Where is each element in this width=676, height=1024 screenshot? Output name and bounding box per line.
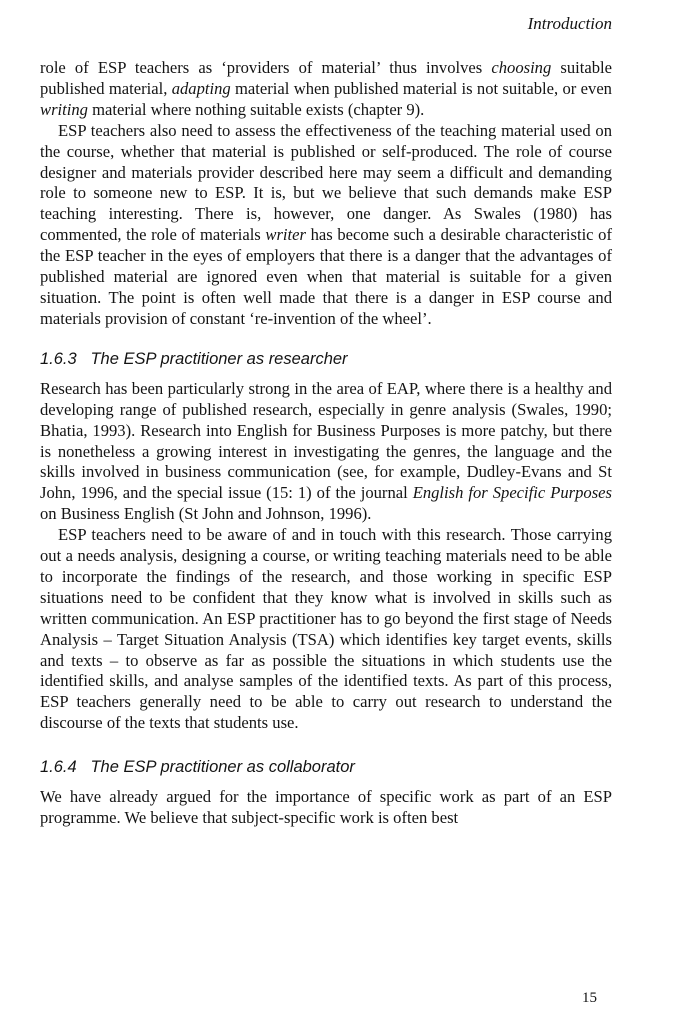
paragraph-4: ESP teachers need to be aware of and in touch with this research. Those carrying out a needs analysis, designing a course, or writing teaching materials need to be able to incorporate the findings of the research, and those working in specific ESP situations need to be confident that they know what is involved in skills such as written communication. An ESP practitioner has to go beyond the first stage of Needs Analysis – Target Situation Analysis (TSA) which identifies key target events, skills and texts – to observe as far as possible the situations in which students use the identified skills, and analyse samples of the identified texts. As part of this process, ESP teachers generally need to be able to carry out research to understand the discourse of the texts that students use. (40, 525, 612, 733)
emphasis: adapting (171, 78, 231, 98)
paragraph-1 (40, 58, 612, 121)
text-run: suitable published material, (40, 58, 612, 98)
section-number: 1.6.3 (40, 349, 77, 368)
emphasis: choosing (491, 58, 552, 77)
emphasis: writer (265, 225, 306, 245)
text-run: Research has been particularly strong in the area of EAP, where there is a healthy and developing range of published research, especially in genre analysis (Swales, 1990; Bhatia, 1993). Research into English for Business Purposes is more patchy, but there is nonetheless a growing interest in investigating the genres, the language and the skills involved in business communication (see, for example, Dudley-Evans and St John, 1996, and the special issue (15: 1) of the journal (40, 378, 612, 503)
text-run: role of ESP teachers as ‘providers of material’ thus involves (40, 58, 492, 77)
section-title: The ESP practitioner as collaborator (90, 758, 355, 777)
page-body (40, 58, 612, 829)
page-number: 15 (582, 990, 597, 1006)
section-title: The ESP practitioner as researcher (90, 349, 348, 368)
section-number: 1.6.4 (40, 758, 77, 777)
section-heading-1-6-3 (40, 349, 612, 369)
emphasis: English for Specific Purposes (412, 483, 612, 503)
text-run: has become such a desirable characteristic of the ESP teacher in the eyes of employers that there is a danger that the advantages of published material are ignored even when that material is suitable for a given situation. The point is often well made that there is a danger in ESP course and materials provision of constant ‘re-invention of the wheel’. (40, 225, 612, 328)
text-run: ESP teachers also need to assess the effectiveness of the teaching material used on the course, whether that material is published or self-produced. The role of course designer and materials provider described here may seem a difficult and demanding role to someone new to ESP. It is, but we believe that such demands make ESP teaching interesting. There is, however, one danger. As Swales (1980) has commented, the role of materials (40, 120, 612, 245)
paragraph-5: We have already argued for the importance of specific work as part of an ESP programme. We believe that subject-specific work is often best (40, 787, 612, 828)
running-head: Introduction (527, 14, 612, 33)
text-run: material when published material is not suitable, or even (230, 78, 612, 98)
emphasis: writing (40, 99, 88, 119)
text-run: material where nothing suitable exists (chapter 9). (87, 99, 425, 119)
text-run: on Business English (St John and Johnson, 1996). (40, 504, 372, 524)
paragraph-3 (40, 379, 612, 525)
paragraph-2 (40, 121, 612, 330)
section-heading-1-6-4 (40, 757, 612, 777)
